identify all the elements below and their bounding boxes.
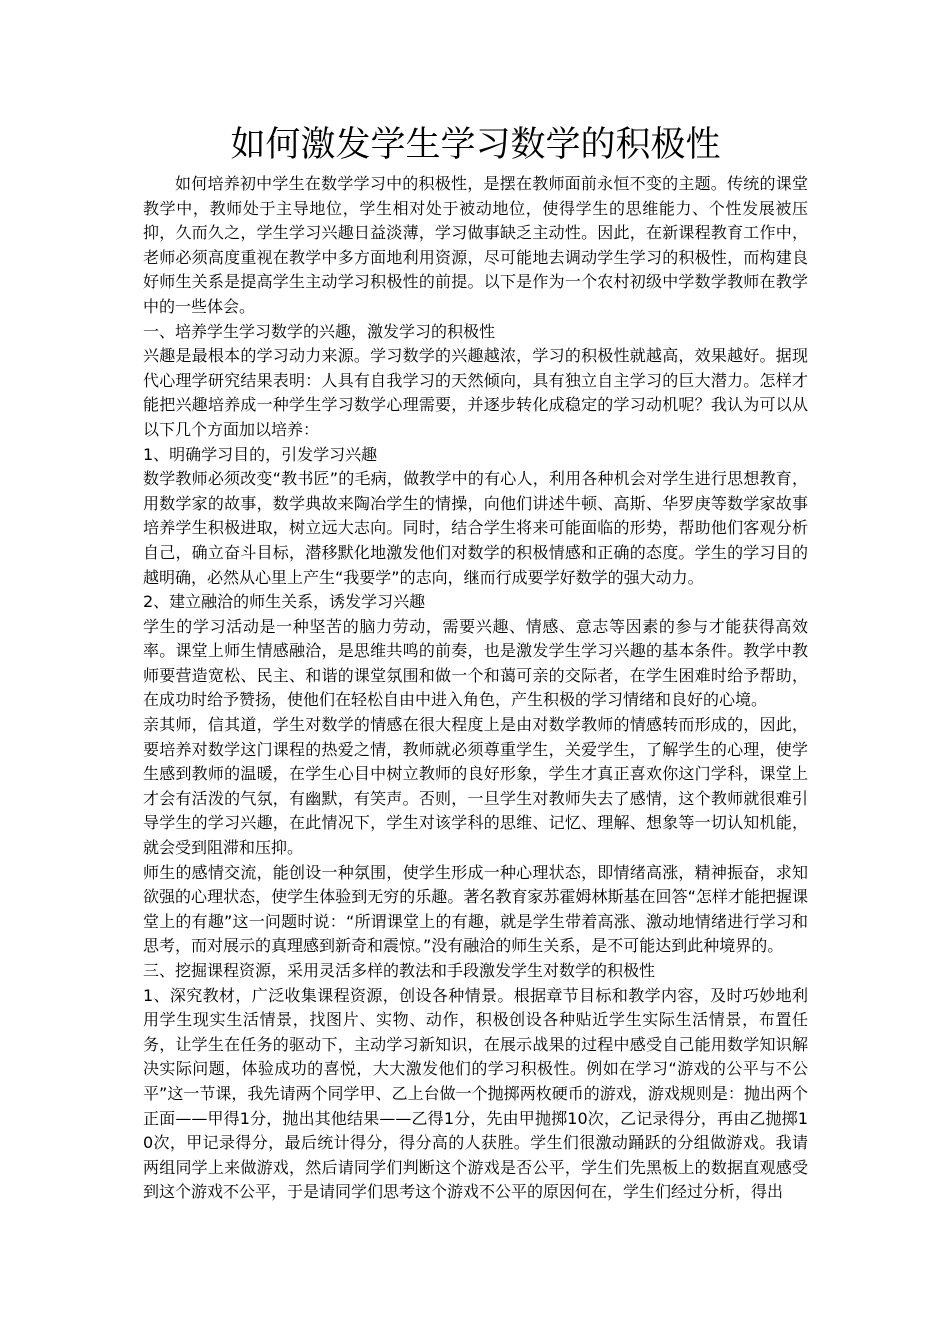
page-title: 如何激发学生学习数学的积极性 (230, 125, 721, 165)
document-body (143, 172, 808, 1205)
paragraph: 1、深究教材，广泛收集课程资源，创设各种情景。根据章节目标和教学内容，及时巧妙地利用学生现实生活情景，找图片、实物、动作，积极创设各种贴近学生实际生活情景，布置任务，让学生在任务的驱动下，主动学习新知识，在展示战果的过程中感受自己能用数学知识解决实际问题，体验成功的喜悦，大大激发他们的学习积极性。例如在学习“游戏的公平与不公平”这一节课，我先请两个同学甲、乙上台做一个抛掷两枚硬币的游戏，游戏规则是：抛出两个正面——甲得1分，抛出其他结果——乙得1分，先由甲抛掷10次，乙记录得分，再由乙抛掷10次，甲记录得分，最后统计得分，得分高的人获胜。学生们很激动踊跃的分组做游戏。我请两组同学上来做游戏，然后请同学们判断这个游戏是否公平，学生们先黑板上的数据直观感受到这个游戏不公平，于是请同学们思考这个游戏不公平的原因何在，学生们经过分析，得出 (143, 985, 808, 1202)
paragraph: 亲其师，信其道，学生对数学的情感在很大程度上是由对数学教师的情感转而形成的，因此，要培养对数学这门课程的热爱之情，教师就必须尊重学生，关爱学生，了解学生的心理，使学生感到教师的温暖，在学生心目中树立教师的良好形象，学生才真正喜欢你这门学科，课堂上才会有活泼的气氛，有幽默，有笑声。否则，一旦学生对教师失去了感情，这个教师就很难引导学生的学习兴趣，在此情况下，学生对该学科的思维、记忆、理解、想象等一切认知机能，就会受到阻滞和压抑。 (143, 715, 808, 858)
paragraph: 学生的学习活动是一种坚苦的脑力劳动，需要兴趣、情感、意志等因素的参与才能获得高效率。课堂上师生情感融洽，是思维共鸣的前奏，也是激发学生学习兴趣的基本条件。教学中教师要营造宽松、民主、和谐的课堂氛围和做一个和蔼可亲的交际者，在学生困难时给予帮助，在成功时给予赞扬，使他们在轻松自由中进入角色，产生积极的学习情绪和良好的心境。 (143, 616, 808, 710)
paragraph: 数学教师必须改变“教书匠”的毛病，做教学中的有心人，利用各种机会对学生进行思想教育，用数学家的故事，数学典故来陶冶学生的情操，向他们讲述牛顿、高斯、华罗庚等数学家故事培养学生积极进取，树立远大志向。同时，结合学生将来可能面临的形势，帮助他们客观分析自己，确立奋斗目标，潜移默化地激发他们对数学的积极情感和正确的态度。学生的学习目的越明确，必然从心里上产生“我要学”的志向，继而行成要学好数学的强大动力。 (143, 469, 808, 587)
paragraph: 1、明确学习目的，引发学习兴趣 (143, 444, 378, 464)
paragraph: 三、挖掘课程资源，采用灵活多样的教法和手段激发学生对数学的积极性 (143, 961, 656, 980)
paragraph: 兴趣是最根本的学习动力来源。学习数学的兴趣越浓，学习的积极性就越高，效果越好。据现代心理学研究结果表明：人具有自我学习的天然倾向，具有独立自主学习的巨大潜力。怎样才能把兴趣培养成一种学生学习数学心理需要，并逐步转化成稳定的学习动机呢？我认为可以从以下几个方面加以培养： (143, 346, 808, 439)
document-page (143, 118, 808, 1205)
paragraph: 一、培养学生学习数学的兴趣，激发学习的积极性 (143, 321, 496, 341)
paragraph: 如何培养初中学生在数学学习中的积极性，是摆在教师面前永恒不变的主题。传统的课堂教学中，教师处于主导地位，学生相对处于被动地位，使得学生的思维能力、个性发展被压抑，久而久之，学生学习兴趣日益淡薄，学习做事缺乏主动性。因此，在新课程教育工作中，老师必须高度重视在教学中多方面地利用资源，尽可能地去调动学生学习的积极性，而构建良好师生关系是提高学生主动学习积极性的前提。以下是作为一个农村初级中学数学教师在教学中的一些体会。 (143, 174, 808, 316)
paragraph: 师生的感情交流，能创设一种氛围，使学生形成一种心理状态，即情绪高涨，精神振奋，求知欲强的心理状态，使学生体验到无穷的乐趣。著名教育家苏霍姆林斯基在回答“怎样才能把握课堂上的有趣”这一问题时说：“所谓课堂上的有趣，就是学生带着高涨、激动地情绪进行学习和思考，而对展示的真理感到新奇和震惊。”没有融洽的师生关系，是不可能达到此种境界的。 (143, 862, 808, 956)
paragraph: 2、建立融洽的师生关系，诱发学习兴趣 (143, 592, 426, 612)
